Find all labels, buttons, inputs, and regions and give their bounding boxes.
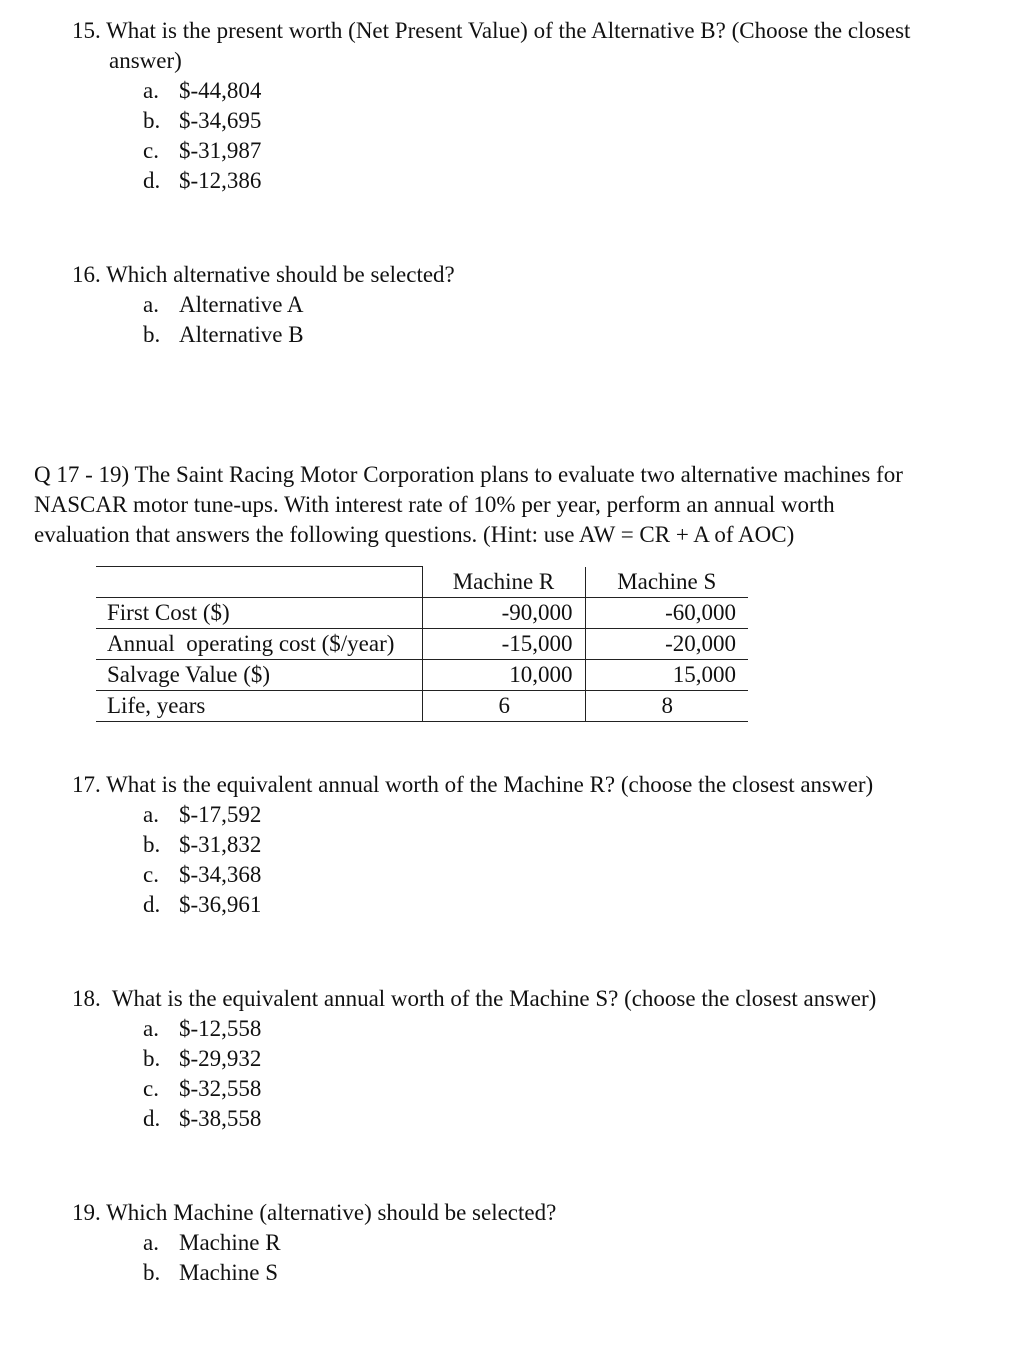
option-15a[interactable]: a. $-44,804 xyxy=(143,78,262,103)
table-row xyxy=(96,597,748,628)
question-17 xyxy=(72,770,873,920)
option-16b[interactable]: b. Alternative B xyxy=(143,322,304,347)
row-label: Life, years xyxy=(96,690,422,721)
question-16-text: 16. Which alternative should be selected? xyxy=(72,262,455,287)
option-18b[interactable]: b. $-29,932 xyxy=(143,1046,262,1071)
option-15b[interactable]: b. $-34,695 xyxy=(143,108,262,133)
problem-statement-line-2: NASCAR motor tune-ups. With interest rate of 10% per year, perform an annual worth xyxy=(34,492,835,517)
table-header-machine-s: Machine S xyxy=(585,567,748,598)
option-18a[interactable]: a. $-12,558 xyxy=(143,1016,262,1041)
option-17d[interactable]: d. $-36,961 xyxy=(143,892,262,917)
machine-s-value: -20,000 xyxy=(585,628,748,659)
table-header-machine-r: Machine R xyxy=(422,567,585,598)
question-19 xyxy=(72,1198,556,1288)
question-15-options xyxy=(143,76,910,196)
option-17b[interactable]: b. $-31,832 xyxy=(143,832,262,857)
machine-r-value: 10,000 xyxy=(422,659,585,690)
question-16 xyxy=(72,260,455,350)
option-17a[interactable]: a. $-17,592 xyxy=(143,802,262,827)
problem-statement xyxy=(34,460,994,550)
option-15d[interactable]: d. $-12,386 xyxy=(143,168,262,193)
machine-r-value: -15,000 xyxy=(422,628,585,659)
question-19-options xyxy=(143,1228,556,1288)
question-16-options xyxy=(143,290,455,350)
option-18c[interactable]: c. $-32,558 xyxy=(143,1076,262,1101)
row-label: Annual operating cost ($/year) xyxy=(96,628,422,659)
table-header-row xyxy=(96,567,748,598)
question-15-text-cont: answer) xyxy=(109,48,182,73)
machine-s-value: -60,000 xyxy=(585,597,748,628)
row-label: Salvage Value ($) xyxy=(96,659,422,690)
option-15c[interactable]: c. $-31,987 xyxy=(143,138,262,163)
table-row xyxy=(96,659,748,690)
table-row xyxy=(96,690,748,721)
question-18-options xyxy=(143,1014,876,1134)
option-19b[interactable]: b. Machine S xyxy=(143,1260,279,1285)
row-label: First Cost ($) xyxy=(96,597,422,628)
machine-s-value: 8 xyxy=(585,690,748,721)
machine-r-value: 6 xyxy=(422,690,585,721)
option-16a[interactable]: a. Alternative A xyxy=(143,292,304,317)
machine-r-value: -90,000 xyxy=(422,597,585,628)
question-17-text: 17. What is the equivalent annual worth of the Machine R? (choose the closest answer) xyxy=(72,772,874,797)
machine-s-value: 15,000 xyxy=(585,659,748,690)
option-17c[interactable]: c. $-34,368 xyxy=(143,862,262,887)
table-header-blank xyxy=(96,567,422,598)
question-19-text: 19. Which Machine (alternative) should be selected? xyxy=(72,1200,557,1225)
problem-statement-line-1: Q 17 - 19) The Saint Racing Motor Corporation plans to evaluate two alternative machines for xyxy=(34,462,903,487)
question-17-options xyxy=(143,800,873,920)
question-15 xyxy=(72,16,910,196)
option-18d[interactable]: d. $-38,558 xyxy=(143,1106,262,1131)
question-18-text: 18. What is the equivalent annual worth of the Machine S? (choose the closest answer) xyxy=(72,986,877,1011)
table-row xyxy=(96,628,748,659)
question-15-text: 15. What is the present worth (Net Present Value) of the Alternative B? (Choose the closest xyxy=(72,18,911,43)
problem-statement-line-3: evaluation that answers the following questions. (Hint: use AW = CR + A of AOC) xyxy=(34,522,795,547)
machine-comparison-table xyxy=(96,566,748,722)
question-18 xyxy=(72,984,876,1134)
option-19a[interactable]: a. Machine R xyxy=(143,1230,281,1255)
